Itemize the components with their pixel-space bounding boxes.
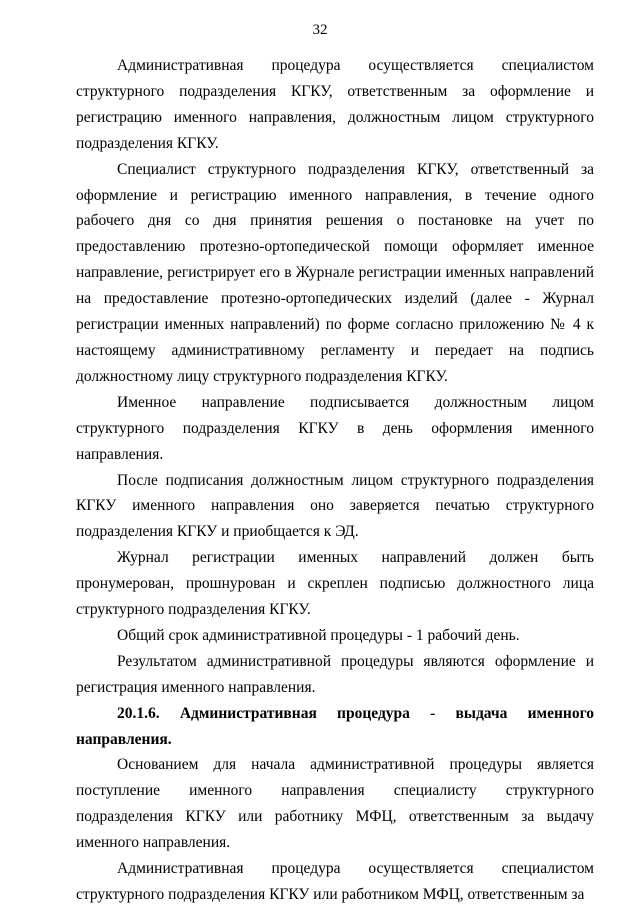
paragraph: Результатом административной процедуры являются оформление и регистрация именного направления.: [76, 652, 594, 696]
paragraph: Именное направление подписывается должностным лицом структурного подразделения КГКУ в день оформления именного направления.: [76, 393, 594, 463]
paragraph: Административная процедура осуществляется специалистом структурного подразделения КГКУ или работником МФЦ, ответственным за: [76, 860, 594, 903]
paragraph: Административная процедура осуществляется специалистом структурного подразделения КГКУ, ответственным за оформление и регистрацию именного направления, должностным лицом структурного подразделения КГКУ.: [76, 57, 594, 152]
section-heading: 20.1.6. Административная процедура - выдача именного направления.: [76, 704, 594, 748]
paragraph: Специалист структурного подразделения КГКУ, ответственный за оформление и регистрацию именного направления, в течение одного рабочего дня со дня принятия решения о постановке на учет по предоставлению протезно-ортопедической помощи оформляет именное направление, регистрирует его в Журнале регистрации именных направлений на предоставление протезно-ортопедических изделий (далее - Журнал регистрации именных направлений) по форме согласно приложению № 4 к настоящему административному регламенту и передает на подпись должностному лицу структурного подразделения КГКУ.: [76, 160, 594, 385]
document-body: [76, 53, 594, 908]
paragraph: Основанием для начала административной процедуры является поступление именного направления специалисту структурного подразделения КГКУ или работнику МФЦ, ответственным за выдачу именного направления.: [76, 756, 594, 852]
page-number: 32: [312, 22, 328, 38]
paragraph: Журнал регистрации именных направлений должен быть пронумерован, прошнурован и скреплен подписью должностного лица структурного подразделения КГКУ.: [76, 549, 594, 619]
paragraph: Общий срок административной процедуры - 1 рабочий день.: [117, 626, 520, 644]
paragraph: После подписания должностным лицом структурного подразделения КГКУ именного направления оно заверяется печатью структурного подразделения КГКУ и приобщается к ЭД.: [76, 471, 594, 541]
